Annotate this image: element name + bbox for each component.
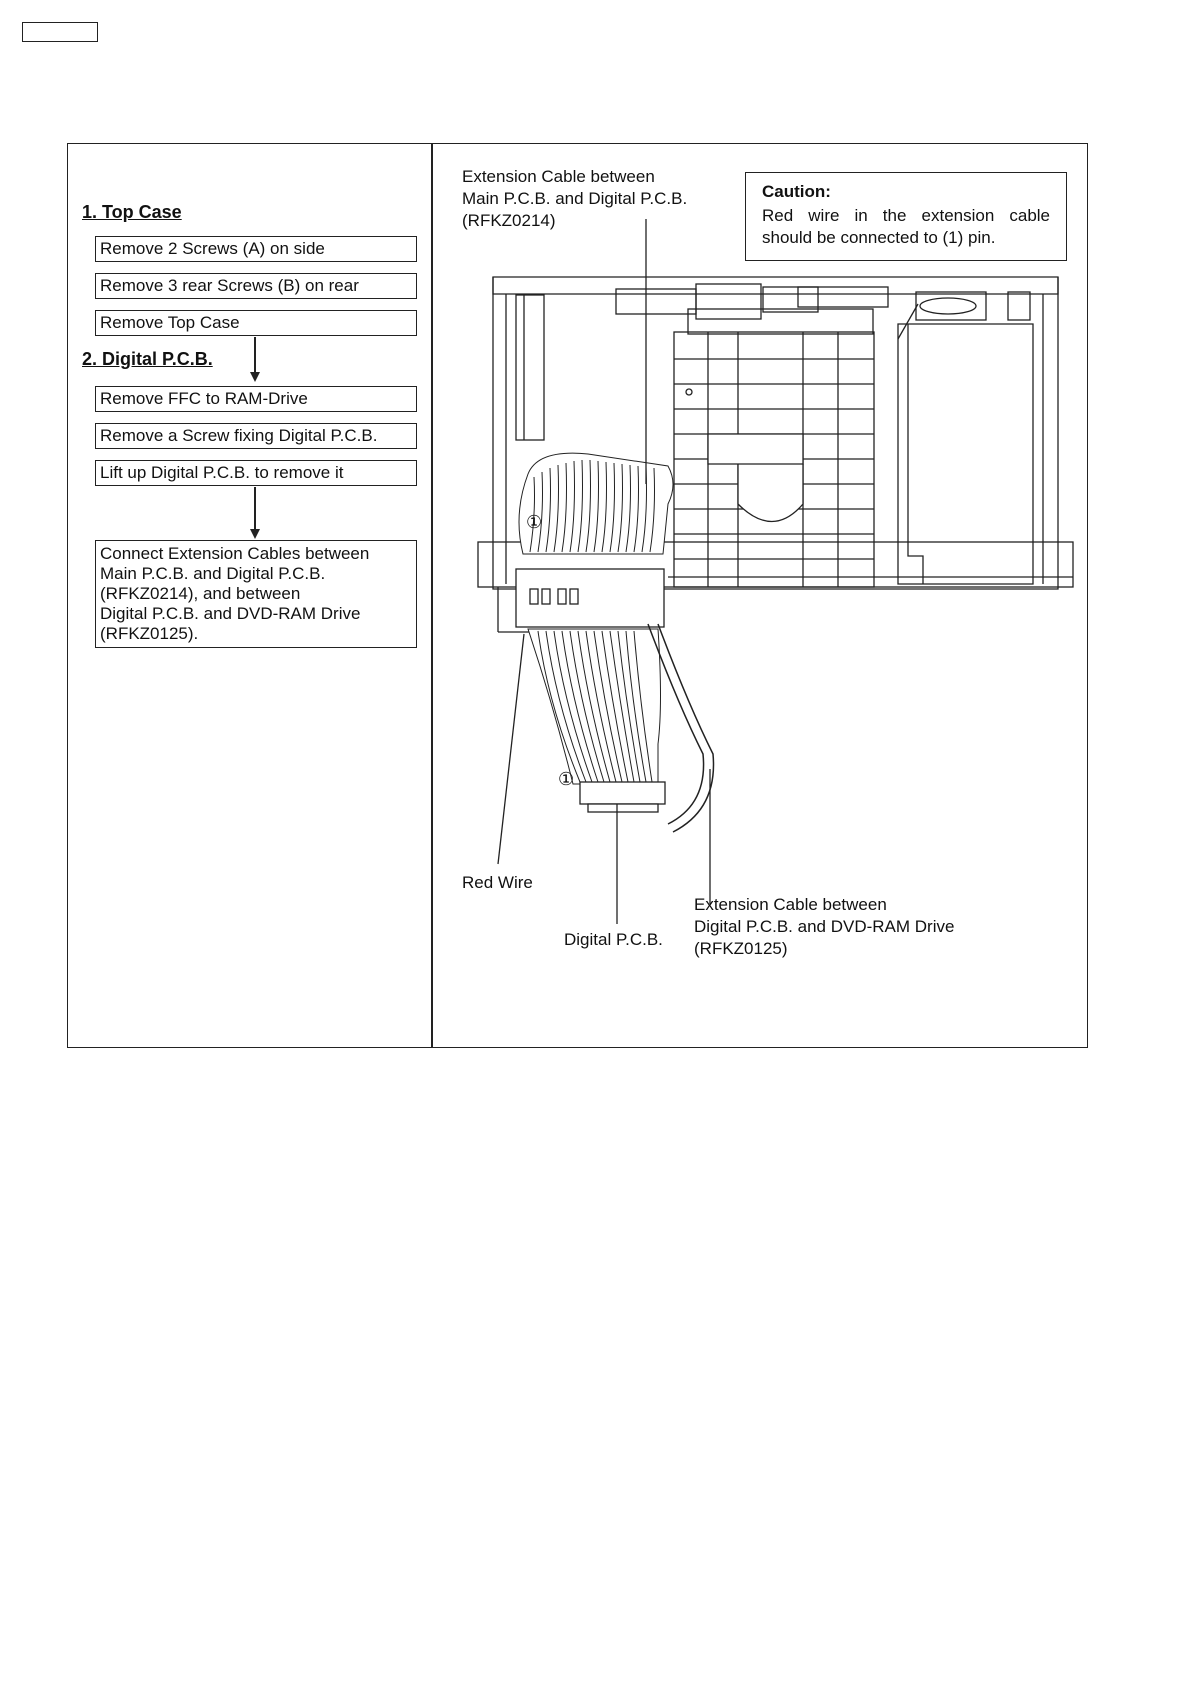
final-step-line-1: Connect Extension Cables between xyxy=(100,544,370,563)
front-cable-connector xyxy=(516,569,664,627)
left-bracket xyxy=(516,295,544,440)
step-lift-pcb: Lift up Digital P.C.B. to remove it xyxy=(95,460,417,486)
digital-pcb-connector xyxy=(580,782,665,812)
cable2-label xyxy=(694,894,954,960)
caution-text: Red wire in the extension cable should be connected to (1) pin. xyxy=(762,206,1050,247)
right-inner-panel xyxy=(898,324,1033,584)
caution-box xyxy=(745,172,1067,261)
pin-1-marker-lower: ① xyxy=(558,769,575,789)
cable1-label-line-3: (RFKZ0214) xyxy=(462,211,556,230)
ribbon-cable-upper xyxy=(519,453,673,554)
section-top-case-title: 1. Top Case xyxy=(82,202,182,222)
step-remove-top-case: Remove Top Case xyxy=(95,310,417,336)
red-wire-label: Red Wire xyxy=(462,873,533,892)
leader-red-wire xyxy=(498,634,524,864)
section-digital-pcb-title: 2. Digital P.C.B. xyxy=(82,349,213,369)
corner-connector xyxy=(1008,292,1030,320)
cable1-label-line-1: Extension Cable between xyxy=(462,167,655,186)
page-label-box xyxy=(22,22,98,42)
step-remove-pcb-screw: Remove a Screw fixing Digital P.C.B. xyxy=(95,423,417,449)
diagram-frame xyxy=(67,143,1088,1048)
pin-1-marker-upper: ① xyxy=(526,512,543,532)
cable1-label-line-2: Main P.C.B. and Digital P.C.B. xyxy=(462,189,688,208)
cable1-label xyxy=(462,166,687,232)
final-step-line-5: (RFKZ0125). xyxy=(100,624,199,643)
final-step-line-2: Main P.C.B. and Digital P.C.B. xyxy=(100,564,326,583)
caution-title: Caution: xyxy=(762,182,831,201)
step-remove-ffc: Remove FFC to RAM-Drive xyxy=(95,386,417,412)
cable2-label-line-1: Extension Cable between xyxy=(694,895,887,914)
digital-pcb-label: Digital P.C.B. xyxy=(564,930,663,949)
step-remove-rear-screws: Remove 3 rear Screws (B) on rear xyxy=(95,273,417,299)
motor-disk xyxy=(920,298,976,314)
pickup-mechanism-grid xyxy=(674,332,874,587)
cable2-label-line-2: Digital P.C.B. and DVD-RAM Drive xyxy=(694,917,955,936)
step-remove-side-screws: Remove 2 Screws (A) on side xyxy=(95,236,417,262)
top-connector-b xyxy=(696,284,761,319)
final-step-line-3: (RFKZ0214), and between xyxy=(100,584,301,603)
top-connector-a xyxy=(616,289,696,314)
cable2-label-line-3: (RFKZ0125) xyxy=(694,939,788,958)
final-step-line-4: Digital P.C.B. and DVD-RAM Drive xyxy=(100,604,361,623)
